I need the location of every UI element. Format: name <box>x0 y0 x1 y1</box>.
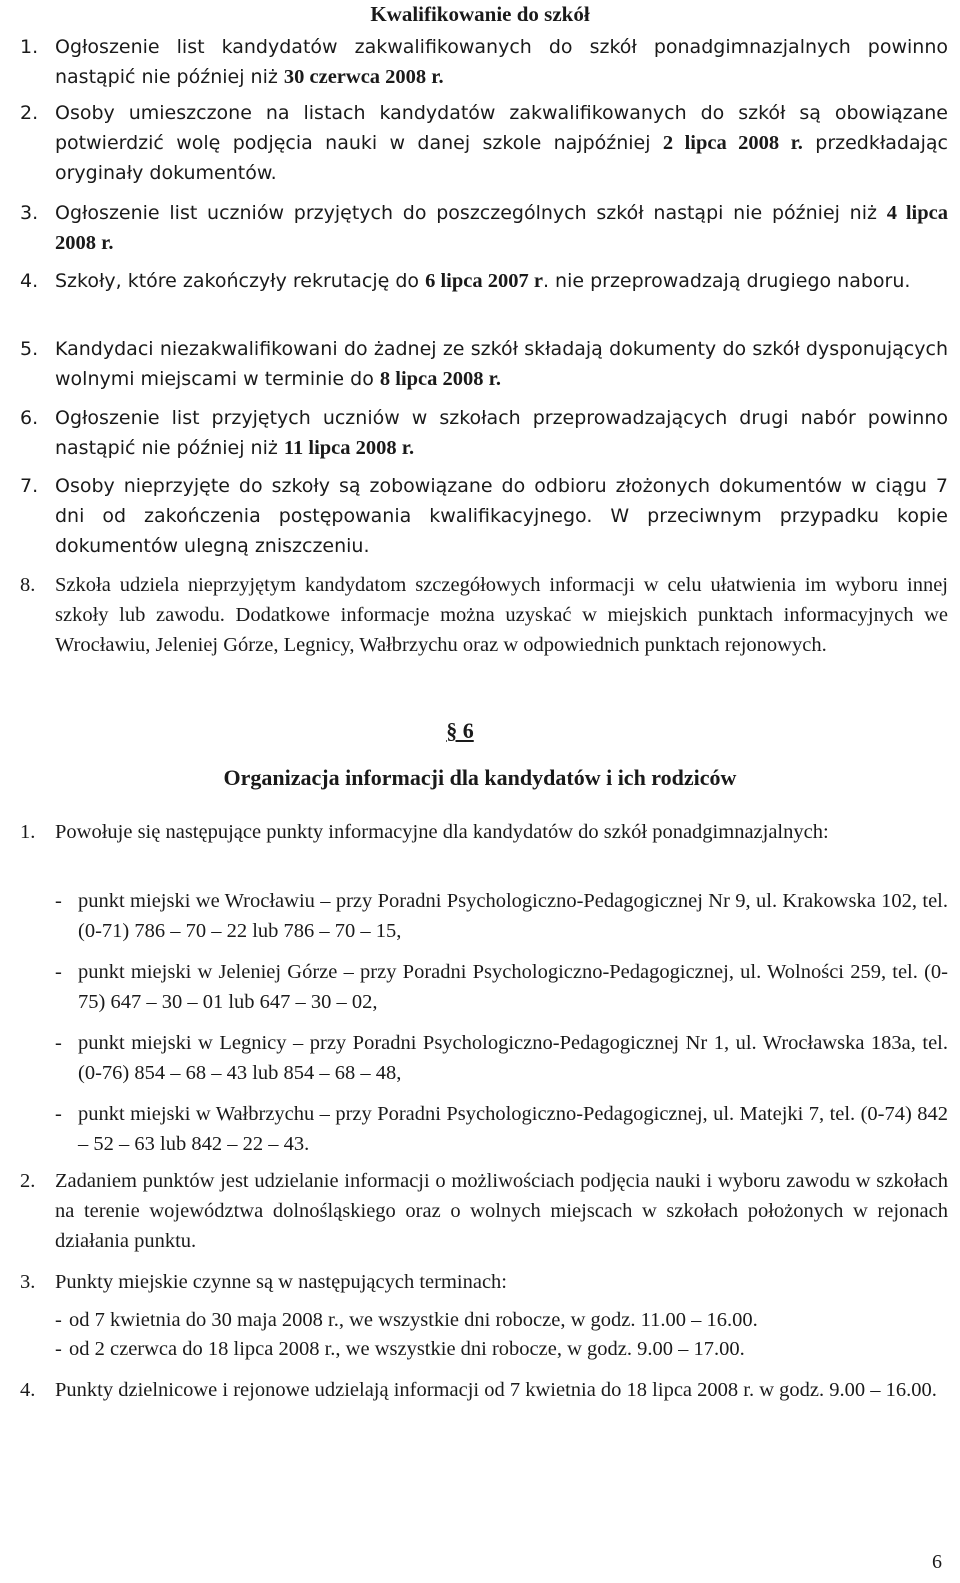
list-item <box>20 570 948 660</box>
info-point-text: punkt miejski w Jeleniej Górze – przy Poradni Psychologiczno-Pedagogicznej, ul. Wolności 259, tel. (0-75) 647 – 30 – 01 lub 647 – 30 – 02, <box>78 961 948 1013</box>
item-text: Szkoły, które zakończyły rekrutację do <box>55 270 426 292</box>
list-item <box>20 817 948 847</box>
item-number: 3. <box>20 202 39 224</box>
item-date: 2 lipca 2008 r. <box>662 132 803 154</box>
item-text: Ogłoszenie list uczniów przyjętych do poszczególnych szkół nastąpi nie później niż <box>55 202 887 224</box>
item-date: 30 czerwca 2008 r. <box>283 66 444 88</box>
item-text: Powołuje się następujące punkty informacyjne dla kandydatów do szkół ponadgimnazjalnych: <box>55 821 829 843</box>
hours-item <box>55 1305 948 1335</box>
item-number: 7. <box>20 475 39 497</box>
item-text: Osoby umieszczone na listach kandydatów zakwalifikowanych do szkół są obowiązane potwierdzić wolę podjęcia nauki w danej szkole najpóźniej <box>55 102 948 154</box>
section-mark: § 6 <box>446 718 474 743</box>
info-point <box>55 1028 948 1088</box>
list-item <box>20 198 948 258</box>
item-number: 6. <box>20 407 39 429</box>
item-date: 11 lipca 2008 r. <box>283 437 415 459</box>
dash-marker: - <box>55 961 62 983</box>
item-text: Szkoła udziela nieprzyjętym kandydatom szczegółowych informacji w celu ułatwienia im wyboru innej szkoły lub zawodu. Dodatkowe informacje można uzyskać w miejskich punktach informacyjnych we Wrocławiu, Jeleniej Górze, Legnicy, Wałbrzychu oraz w odpowiednich punktach rejonowych. <box>55 574 948 656</box>
item-text: Ogłoszenie list przyjętych uczniów w szkołach przeprowadzających drugi nabór powinno nastąpić nie później niż <box>55 407 948 459</box>
info-point-text: punkt miejski w Legnicy – przy Poradni Psychologiczno-Pedagogicznej Nr 1, ul. Wrocławska 183a, tel. (0-76) 854 – 68 – 43 lub 854 – 68 – 48, <box>78 1032 948 1084</box>
item-text: Punkty dzielnicowe i rejonowe udzielają informacji od 7 kwietnia do 18 lipca 2008 r. w godz. 9.00 – 16.00. <box>55 1379 937 1401</box>
item-text-end: . nie przeprowadzają drugiego naboru. <box>542 270 911 292</box>
list-item <box>20 334 948 394</box>
section-title: Organizacja informacji dla kandydatów i ich rodziców <box>223 765 737 790</box>
dash-marker: - <box>55 1103 62 1125</box>
list-item <box>20 403 948 463</box>
hours-text: od 7 kwietnia do 30 maja 2008 r., we wszystkie dni robocze, w godz. 11.00 – 16.00. <box>69 1309 758 1331</box>
item-text-end: przedkładając oryginały dokumentów. <box>55 132 948 184</box>
page-number: 6 <box>932 1551 942 1573</box>
item-text: Ogłoszenie list kandydatów zakwalifikowanych do szkół ponadgimnazjalnych powinno nastąpić nie później niż <box>55 36 948 88</box>
info-point-text: punkt miejski we Wrocławiu – przy Poradni Psychologiczno-Pedagogicznej Nr 9, ul. Krakowska 102, tel. (0-71) 786 – 70 – 22 lub 786 – 70 – 15, <box>78 890 948 942</box>
info-point <box>55 886 948 946</box>
item-text: Punkty miejskie czynne są w następujących terminach: <box>55 1271 508 1293</box>
item-number: 5. <box>20 338 39 360</box>
item-number: 1. <box>20 821 36 843</box>
item-number: 3. <box>20 1271 36 1293</box>
dash-marker: - <box>55 1338 62 1360</box>
item-number: 2. <box>20 102 39 124</box>
dash-marker: - <box>55 890 62 912</box>
list-item <box>20 32 948 92</box>
hours-item <box>55 1334 948 1364</box>
item-date: 4 lipca 2008 r. <box>55 202 948 254</box>
item-date: 8 lipca 2008 r. <box>379 368 501 390</box>
list-item <box>20 266 948 296</box>
item-text: Kandydaci niezakwalifikowani do żadnej ze szkół składają dokumenty do szkół dysponujących wolnymi miejscami w terminie do <box>55 338 948 390</box>
list-item <box>20 1375 948 1405</box>
item-text: Osoby nieprzyjęte do szkoły są zobowiązane do odbioru złożonych dokumentów w ciągu 7 dni od zakończenia postępowania kwalifikacyjnego. W przeciwnym przypadku kopie dokumentów ulegną zniszczeniu. <box>55 475 948 557</box>
list-item <box>20 1267 948 1297</box>
item-number: 4. <box>20 1379 36 1401</box>
item-number: 2. <box>20 1170 36 1192</box>
item-text: Zadaniem punktów jest udzielanie informacji o możliwościach podjęcia nauki i wyboru zawodu w szkołach na terenie województwa dolnośląskiego oraz o wolnych miejscach w szkołach położonych w rejonach działania punktu. <box>55 1170 948 1252</box>
info-point <box>55 1099 948 1159</box>
item-number: 4. <box>20 270 39 292</box>
info-point <box>55 957 948 1017</box>
hours-text: od 2 czerwca do 18 lipca 2008 r., we wszystkie dni robocze, w godz. 9.00 – 17.00. <box>69 1338 745 1360</box>
list-item <box>20 98 948 188</box>
item-number: 8. <box>20 574 36 596</box>
item-date: 6 lipca 2007 r <box>425 270 543 292</box>
dash-marker: - <box>55 1032 62 1054</box>
list-item <box>20 1166 948 1256</box>
dash-marker: - <box>55 1309 62 1331</box>
item-number: 1. <box>20 36 39 58</box>
list-item <box>20 471 948 561</box>
info-point-text: punkt miejski w Wałbrzychu – przy Poradni Psychologiczno-Pedagogicznej, ul. Matejki 7, tel. (0-74) 842 – 52 – 63 lub 842 – 22 – 43. <box>78 1103 948 1155</box>
page-title: Kwalifikowanie do szkół <box>370 2 590 26</box>
